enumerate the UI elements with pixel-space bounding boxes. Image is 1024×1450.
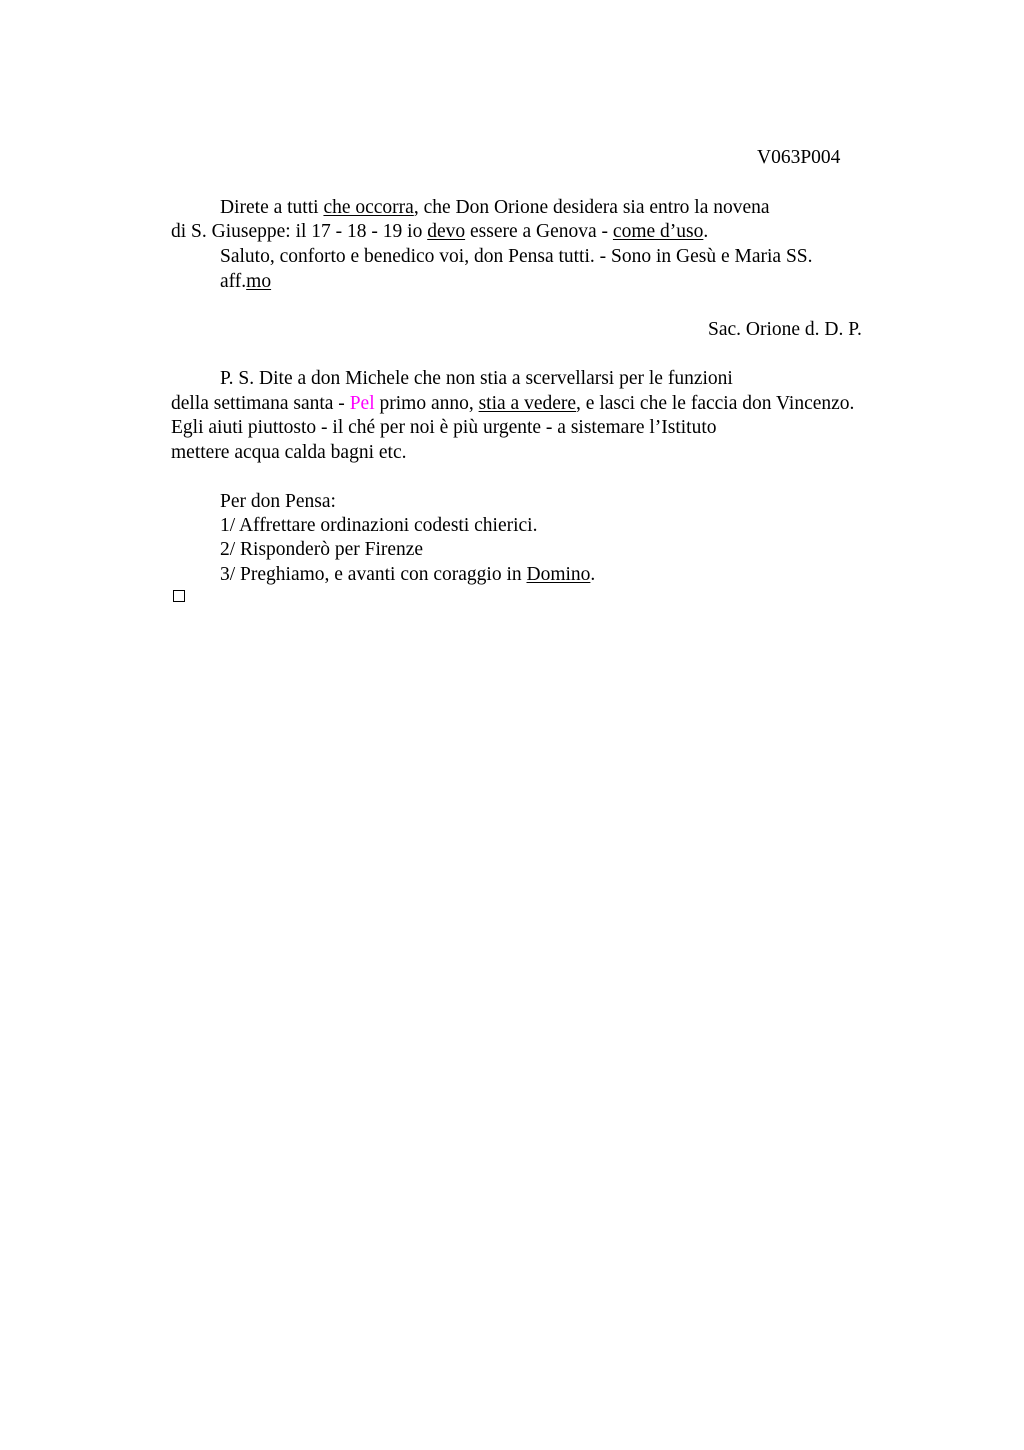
paragraph-1-line-1: Direte a tutti che occorra, che Don Orione desidera sia entro la novena (220, 197, 770, 218)
postscript-line-4: mettere acqua calda bagni etc. (171, 442, 407, 463)
underlined-text: stia a vedere (478, 393, 577, 414)
highlighted-text: Pel (349, 393, 375, 414)
checkbox-square-icon (173, 590, 185, 602)
signature: Sac. Orione d. D. P. (708, 319, 862, 340)
underlined-text: Domino (526, 564, 591, 585)
postscript-line-3: Egli aiuti piuttosto - il ché per noi è più urgente - a sistemare l’Istituto (171, 417, 717, 438)
postscript-line-2: della settimana santa - Pel primo anno, stia a vedere, e lasci che le faccia don Vincenzo. (171, 393, 855, 414)
pensa-item-1: 1/ Affrettare ordinazioni codesti chierici. (220, 515, 538, 536)
underlined-text: che occorra (323, 197, 414, 218)
pensa-heading: Per don Pensa: (220, 491, 336, 512)
paragraph-2-line-2: aff.mo (220, 271, 272, 292)
underlined-text: devo (427, 221, 466, 242)
postscript-line-1: P. S. Dite a don Michele che non stia a scervellarsi per le funzioni (220, 368, 733, 389)
document-code: V063P004 (757, 147, 841, 168)
paragraph-2-line-1: Saluto, conforto e benedico voi, don Pensa tutti. - Sono in Gesù e Maria SS. (220, 246, 813, 267)
underlined-text: come d’uso (612, 221, 704, 242)
underlined-text: mo (246, 271, 272, 292)
paragraph-1-line-2: di S. Giuseppe: il 17 - 18 - 19 io devo essere a Genova - come d’uso. (171, 221, 709, 242)
pensa-item-3: 3/ Preghiamo, e avanti con coraggio in Domino. (220, 564, 596, 585)
pensa-item-2: 2/ Risponderò per Firenze (220, 539, 424, 560)
